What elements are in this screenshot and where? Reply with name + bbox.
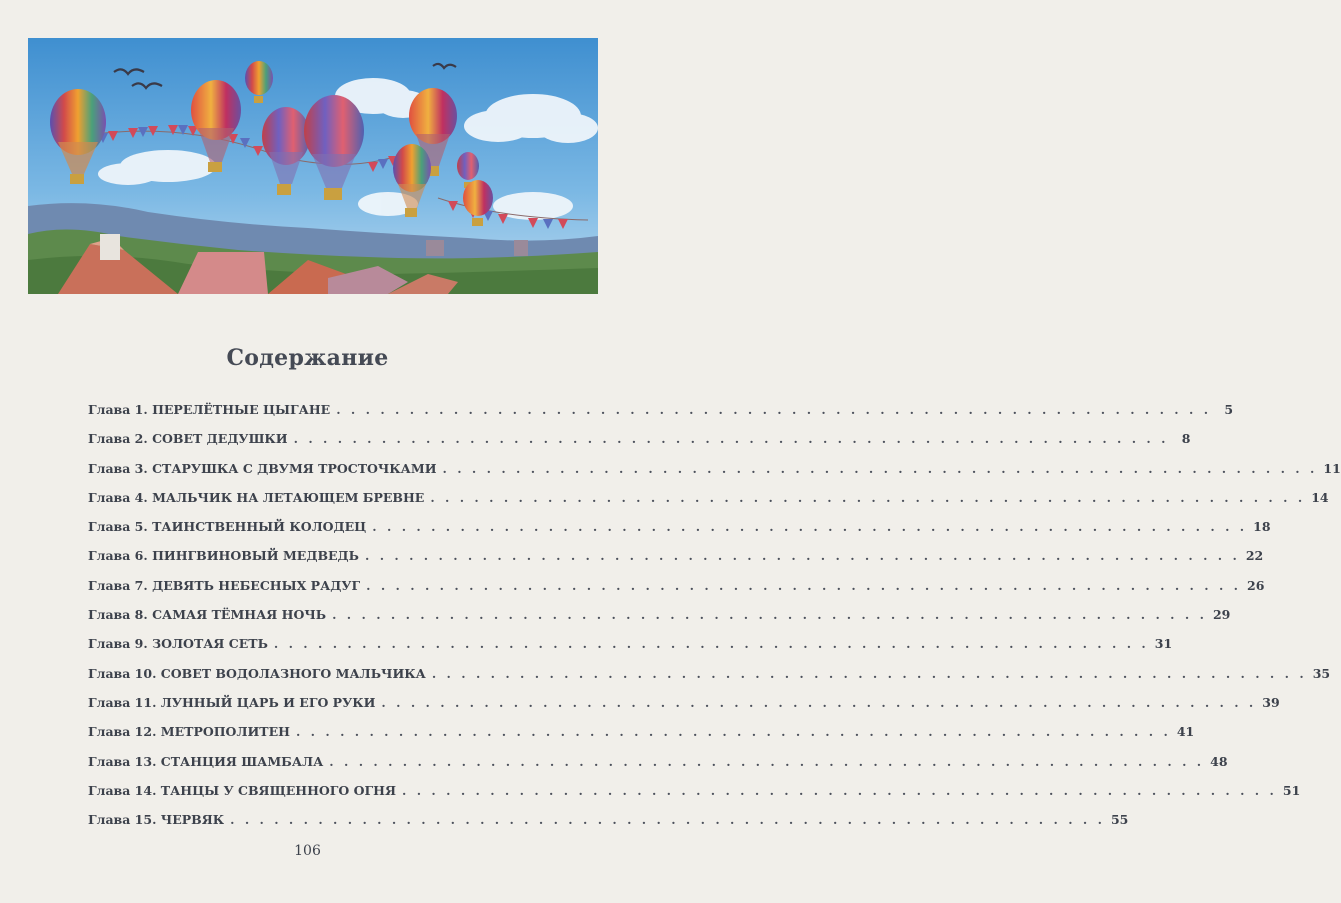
- toc-dot-leader: . . . . . . . . . . . . . . . . . . . . . . . . . . . . . . . . . . . . . . . . . . . . . . . . . . . . . . . . . . . .: [329, 753, 1205, 769]
- toc-entry-title: [88, 812, 224, 827]
- toc-dot-leader: . . . . . . . . . . . . . . . . . . . . . . . . . . . . . . . . . . . . . . . . . . . . . . . . . . . . . . . . . . . .: [293, 431, 1169, 447]
- toc-entry-title: [88, 754, 323, 769]
- page-title: Содержание: [226, 345, 389, 371]
- toc-entry-title: [88, 636, 268, 651]
- toc-page-number: 8: [1181, 431, 1191, 447]
- toc-chapter-number: Глава 14.: [88, 782, 157, 798]
- toc-page-number: 11: [1323, 460, 1341, 476]
- toc-page-number: 48: [1210, 753, 1228, 769]
- toc-chapter-number: Глава 8.: [88, 607, 148, 623]
- toc-chapter-number: Глава 10.: [88, 665, 157, 681]
- toc-chapter-name: ПЕРЕЛЁТНЫЕ ЦЫГАНЕ: [152, 402, 331, 417]
- toc-chapter-name: ТАНЦЫ У СВЯЩЕННОГО ОГНЯ: [160, 782, 396, 798]
- toc-dot-leader: . . . . . . . . . . . . . . . . . . . . . . . . . . . . . . . . . . . . . . . . . . . . . . . . . . . . . . . . . . . .: [430, 489, 1306, 505]
- toc-page-number: 35: [1312, 665, 1331, 681]
- toc-chapter-name: ПИНГВИНОВЫЙ МЕДВЕДЬ: [152, 548, 359, 564]
- toc-entry-title: [88, 519, 366, 534]
- toc-dot-leader: . . . . . . . . . . . . . . . . . . . . . . . . . . . . . . . . . . . . . . . . . . . . . . . . . . . . . . . . . . . .: [366, 577, 1242, 593]
- toc-page-number: 41: [1176, 724, 1195, 740]
- toc-chapter-name: СТАНЦИЯ ШАМБАЛА: [160, 753, 324, 769]
- toc-chapter-number: Глава 7.: [88, 577, 148, 593]
- toc-entry-title: [88, 548, 359, 563]
- toc-entry: [88, 548, 1264, 577]
- toc-page-number: 51: [1282, 782, 1301, 798]
- toc-page-number: 39: [1262, 694, 1280, 710]
- table-of-contents: [88, 402, 1341, 841]
- toc-dot-leader: . . . . . . . . . . . . . . . . . . . . . . . . . . . . . . . . . . . . . . . . . . . . . . . . . . . . . . . . . . . .: [381, 694, 1257, 710]
- toc-entry: [88, 431, 1191, 460]
- toc-entry: [88, 812, 1129, 841]
- toc-entry: [88, 753, 1228, 783]
- toc-dot-leader: . . . . . . . . . . . . . . . . . . . . . . . . . . . . . . . . . . . . . . . . . . . . . . . . . . . . . . . . . . . .: [364, 548, 1240, 564]
- toc-entry: [88, 519, 1271, 548]
- toc-entry-title: [88, 490, 424, 505]
- toc-chapter-number: Глава 13.: [88, 753, 157, 769]
- toc-chapter-number: Глава 1.: [88, 402, 148, 417]
- toc-dot-leader: . . . . . . . . . . . . . . . . . . . . . . . . . . . . . . . . . . . . . . . . . . . . . . . . . . . . . . . . . . . .: [402, 782, 1277, 798]
- toc-chapter-name: ЗОЛОТАЯ СЕТЬ: [152, 636, 268, 652]
- toc-entry: [88, 402, 1234, 431]
- toc-entry: [88, 489, 1329, 519]
- toc-chapter-name: ЛУННЫЙ ЦАРЬ И ЕГО РУКИ: [160, 694, 376, 710]
- page-number: 106: [294, 843, 321, 859]
- toc-page-number: 18: [1253, 519, 1271, 535]
- toc-chapter-name: СТАРУШКА С ДВУМЯ ТРОСТОЧКАМИ: [152, 460, 437, 476]
- toc-entry-title: [88, 783, 396, 798]
- toc-chapter-number: Глава 11.: [88, 694, 157, 710]
- toc-chapter-name: МЕТРОПОЛИТЕН: [160, 724, 290, 740]
- toc-page-number: 31: [1154, 636, 1173, 652]
- toc-chapter-name: МАЛЬЧИК НА ЛЕТАЮЩЕМ БРЕВНЕ: [152, 489, 425, 505]
- toc-page-number: 5: [1224, 402, 1234, 417]
- toc-entry: [88, 607, 1231, 636]
- toc-chapter-number: Глава 2.: [88, 431, 148, 447]
- toc-chapter-name: СОВЕТ ДЕДУШКИ: [152, 431, 288, 447]
- toc-entry: [88, 782, 1301, 812]
- toc-dot-leader: . . . . . . . . . . . . . . . . . . . . . . . . . . . . . . . . . . . . . . . . . . . . . . . . . . . . . . . . . . . .: [372, 519, 1248, 535]
- toc-chapter-number: Глава 4.: [88, 489, 148, 505]
- toc-chapter-number: Глава 12.: [88, 724, 157, 740]
- toc-chapter-name: ТАИНСТВЕННЫЙ КОЛОДЕЦ: [152, 519, 367, 535]
- toc-chapter-name: ДЕВЯТЬ НЕБЕСНЫХ РАДУГ: [152, 577, 361, 593]
- illustration-svg: [28, 38, 598, 294]
- toc-dot-leader: . . . . . . . . . . . . . . . . . . . . . . . . . . . . . . . . . . . . . . . . . . . . . . . . . . . . . . . . . . . .: [336, 402, 1212, 417]
- toc-chapter-number: Глава 6.: [88, 548, 148, 564]
- toc-entry-title: [88, 724, 290, 739]
- toc-page-number: 26: [1247, 577, 1265, 593]
- toc-dot-leader: . . . . . . . . . . . . . . . . . . . . . . . . . . . . . . . . . . . . . . . . . . . . . . . . . . . . . . . . . . . .: [230, 812, 1105, 828]
- toc-chapter-number: Глава 9.: [88, 636, 148, 652]
- toc-page-number: 29: [1212, 607, 1231, 623]
- toc-entry-title: [88, 461, 437, 476]
- toc-entry: [88, 724, 1195, 753]
- toc-entry-title: [88, 431, 288, 446]
- toc-dot-leader: . . . . . . . . . . . . . . . . . . . . . . . . . . . . . . . . . . . . . . . . . . . . . . . . . . . . . . . . . . . .: [431, 665, 1307, 681]
- toc-entry: [88, 694, 1280, 724]
- toc-chapter-name: САМАЯ ТЁМНАЯ НОЧЬ: [152, 607, 327, 623]
- toc-dot-leader: . . . . . . . . . . . . . . . . . . . . . . . . . . . . . . . . . . . . . . . . . . . . . . . . . . . . . . . . . . . .: [273, 636, 1149, 652]
- toc-page-number: 14: [1311, 489, 1329, 505]
- toc-entry: [88, 636, 1173, 665]
- toc-chapter-number: Глава 15.: [88, 812, 157, 828]
- toc-entry-title: [88, 607, 326, 622]
- toc-entry-title: [88, 666, 426, 681]
- toc-entry-title: [88, 695, 375, 710]
- toc-chapter-number: Глава 5.: [88, 519, 148, 535]
- toc-entry: [88, 577, 1265, 607]
- toc-entry: [88, 460, 1341, 490]
- toc-dot-leader: . . . . . . . . . . . . . . . . . . . . . . . . . . . . . . . . . . . . . . . . . . . . . . . . . . . . . . . . . . . .: [442, 460, 1318, 476]
- hot-air-balloons-illustration: [28, 38, 598, 294]
- toc-page-number: 22: [1245, 548, 1264, 564]
- toc-entry-title: [88, 402, 330, 417]
- toc-chapter-number: Глава 3.: [88, 460, 148, 476]
- toc-dot-leader: . . . . . . . . . . . . . . . . . . . . . . . . . . . . . . . . . . . . . . . . . . . . . . . . . . . . . . . . . . . .: [332, 607, 1207, 623]
- toc-entry: [88, 665, 1331, 695]
- toc-entry-title: [88, 578, 360, 593]
- toc-dot-leader: . . . . . . . . . . . . . . . . . . . . . . . . . . . . . . . . . . . . . . . . . . . . . . . . . . . . . . . . . . . .: [295, 724, 1171, 740]
- toc-chapter-name: СОВЕТ ВОДОЛАЗНОГО МАЛЬЧИКА: [160, 665, 426, 681]
- toc-chapter-name: ЧЕРВЯК: [160, 812, 225, 828]
- toc-page-number: 55: [1110, 812, 1129, 828]
